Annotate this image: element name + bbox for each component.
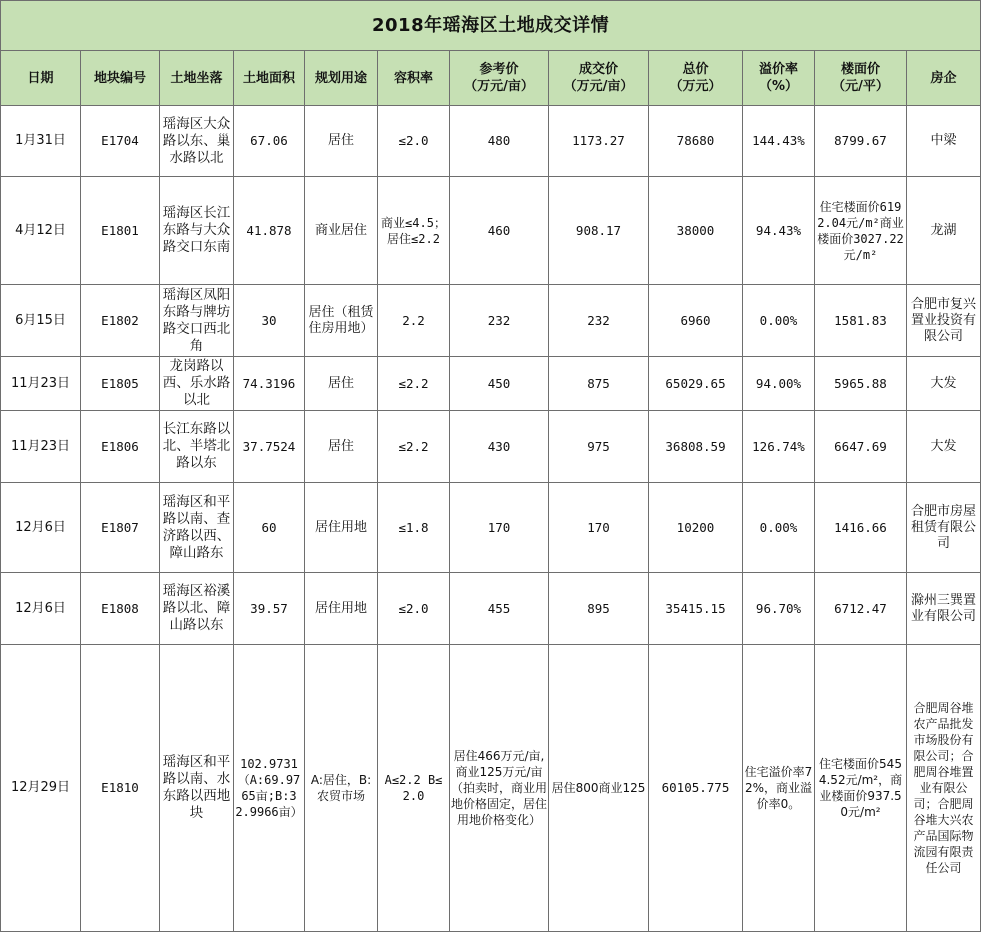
header-developer: 房企 <box>907 51 981 106</box>
cell-usage: 居住用地 <box>305 573 378 645</box>
cell-premium: 住宅溢价率72%，商业溢价率0。 <box>743 645 815 932</box>
cell-far: ≤2.0 <box>378 106 450 177</box>
cell-premium: 94.43% <box>743 177 815 285</box>
header-deal-price-line1: 成交价 <box>578 62 618 77</box>
cell-date: 4月12日 <box>1 177 81 285</box>
cell-location: 瑶海区裕溪路以北、障山路以东 <box>160 573 234 645</box>
cell-deal-price: 875 <box>549 357 649 411</box>
cell-premium: 0.00% <box>743 483 815 573</box>
header-floor-price-line1: 楼面价 <box>840 62 880 77</box>
cell-deal-price: 1173.27 <box>549 106 649 177</box>
cell-premium: 96.70% <box>743 573 815 645</box>
table-title: 2018年瑶海区土地成交详情 <box>1 1 981 51</box>
header-ref-price-line1: 参考价 <box>479 62 519 77</box>
cell-total: 6960 <box>649 285 743 357</box>
cell-floor-price: 6647.69 <box>815 411 907 483</box>
cell-usage: 居住 <box>305 106 378 177</box>
table-row <box>1 285 981 357</box>
cell-total: 38000 <box>649 177 743 285</box>
cell-area: 74.3196 <box>234 357 305 411</box>
cell-date: 6月15日 <box>1 285 81 357</box>
table-row <box>1 357 981 411</box>
cell-area: 41.878 <box>234 177 305 285</box>
cell-code: E1704 <box>81 106 160 177</box>
cell-ref-price: 170 <box>450 483 549 573</box>
header-total-line1: 总价 <box>682 62 709 77</box>
cell-far: A≤2.2 B≤2.0 <box>378 645 450 932</box>
table-row <box>1 573 981 645</box>
cell-deal-price: 232 <box>549 285 649 357</box>
cell-premium: 126.74% <box>743 411 815 483</box>
cell-developer: 大发 <box>907 357 981 411</box>
header-deal-price-line2: （万元/亩） <box>563 79 634 94</box>
header-usage: 规划用途 <box>305 51 378 106</box>
cell-usage: 居住（租赁住房用地） <box>305 285 378 357</box>
cell-developer: 合肥市复兴置业投资有限公司 <box>907 285 981 357</box>
cell-area: 39.57 <box>234 573 305 645</box>
cell-floor-price: 住宅楼面价6192.04元/m²商业楼面价3027.22元/m² <box>815 177 907 285</box>
cell-date: 12月6日 <box>1 573 81 645</box>
header-row <box>1 51 981 106</box>
cell-location: 龙岗路以西、乐水路以北 <box>160 357 234 411</box>
cell-far: ≤1.8 <box>378 483 450 573</box>
cell-usage: 居住 <box>305 357 378 411</box>
cell-premium: 94.00% <box>743 357 815 411</box>
cell-developer: 中梁 <box>907 106 981 177</box>
cell-deal-price: 居住800商业125 <box>549 645 649 932</box>
cell-developer: 大发 <box>907 411 981 483</box>
cell-premium: 0.00% <box>743 285 815 357</box>
header-premium <box>743 51 815 106</box>
cell-date: 12月29日 <box>1 645 81 932</box>
cell-total: 35415.15 <box>649 573 743 645</box>
cell-ref-price: 450 <box>450 357 549 411</box>
cell-deal-price: 170 <box>549 483 649 573</box>
cell-date: 11月23日 <box>1 357 81 411</box>
cell-area: 30 <box>234 285 305 357</box>
header-total <box>649 51 743 106</box>
cell-total: 10200 <box>649 483 743 573</box>
cell-far: 商业≤4.5；居住≤2.2 <box>378 177 450 285</box>
table-row <box>1 483 981 573</box>
cell-location: 瑶海区长江东路与大众路交口东南 <box>160 177 234 285</box>
cell-code: E1806 <box>81 411 160 483</box>
table-row <box>1 106 981 177</box>
table-row <box>1 645 981 932</box>
cell-ref-price: 居住466万元/亩,商业125万元/亩（拍卖时，商业用地价格固定，居住用地价格变化） <box>450 645 549 932</box>
cell-ref-price: 232 <box>450 285 549 357</box>
cell-date: 1月31日 <box>1 106 81 177</box>
cell-code: E1801 <box>81 177 160 285</box>
cell-location: 长江东路以北、半塔北路以东 <box>160 411 234 483</box>
cell-code: E1810 <box>81 645 160 932</box>
header-floor-price <box>815 51 907 106</box>
cell-location: 瑶海区和平路以南、水东路以西地块 <box>160 645 234 932</box>
header-ref-price-line2: （万元/亩） <box>464 79 534 94</box>
cell-total: 65029.65 <box>649 357 743 411</box>
cell-floor-price: 8799.67 <box>815 106 907 177</box>
cell-location: 瑶海区和平路以南、查济路以西、障山路东 <box>160 483 234 573</box>
cell-far: ≤2.2 <box>378 357 450 411</box>
cell-developer: 龙湖 <box>907 177 981 285</box>
header-area: 土地面积 <box>234 51 305 106</box>
cell-floor-price: 6712.47 <box>815 573 907 645</box>
cell-developer: 合肥市房屋租赁有限公司 <box>907 483 981 573</box>
header-total-line2: （万元） <box>669 79 722 94</box>
cell-usage: A:居住，B:农贸市场 <box>305 645 378 932</box>
cell-total: 60105.775 <box>649 645 743 932</box>
cell-floor-price: 1581.83 <box>815 285 907 357</box>
cell-far: 2.2 <box>378 285 450 357</box>
cell-location: 瑶海区大众路以东、巢水路以北 <box>160 106 234 177</box>
cell-area: 60 <box>234 483 305 573</box>
cell-usage: 居住 <box>305 411 378 483</box>
cell-code: E1805 <box>81 357 160 411</box>
cell-area: 102.9731（A:69.9765亩;B:32.9966亩） <box>234 645 305 932</box>
header-location: 土地坐落 <box>160 51 234 106</box>
cell-floor-price: 1416.66 <box>815 483 907 573</box>
header-far: 容积率 <box>378 51 450 106</box>
header-premium-line2: （%） <box>758 79 799 94</box>
cell-ref-price: 480 <box>450 106 549 177</box>
cell-ref-price: 460 <box>450 177 549 285</box>
table-row <box>1 177 981 285</box>
header-premium-line1: 溢价率 <box>758 62 798 77</box>
cell-area: 67.06 <box>234 106 305 177</box>
header-date: 日期 <box>1 51 81 106</box>
cell-ref-price: 430 <box>450 411 549 483</box>
header-code: 地块编号 <box>81 51 160 106</box>
cell-far: ≤2.0 <box>378 573 450 645</box>
cell-floor-price: 5965.88 <box>815 357 907 411</box>
cell-total: 36808.59 <box>649 411 743 483</box>
cell-code: E1808 <box>81 573 160 645</box>
header-ref-price <box>450 51 549 106</box>
header-deal-price <box>549 51 649 106</box>
cell-date: 12月6日 <box>1 483 81 573</box>
cell-developer: 合肥周谷堆农产品批发市场股份有限公司；合肥周谷堆置业有限公司；合肥周谷堆大兴农产品国际物流园有限责任公司 <box>907 645 981 932</box>
cell-developer: 滁州三巽置业有限公司 <box>907 573 981 645</box>
cell-code: E1807 <box>81 483 160 573</box>
cell-far: ≤2.2 <box>378 411 450 483</box>
cell-code: E1802 <box>81 285 160 357</box>
cell-premium: 144.43% <box>743 106 815 177</box>
cell-usage: 商业居住 <box>305 177 378 285</box>
cell-date: 11月23日 <box>1 411 81 483</box>
cell-area: 37.7524 <box>234 411 305 483</box>
cell-total: 78680 <box>649 106 743 177</box>
cell-location: 瑶海区凤阳东路与牌坊路交口西北角 <box>160 285 234 357</box>
table-row <box>1 411 981 483</box>
header-floor-price-line2: （元/平） <box>832 79 889 94</box>
cell-floor-price: 住宅楼面价5454.52元/m²，商业楼面价937.50元/m² <box>815 645 907 932</box>
cell-deal-price: 908.17 <box>549 177 649 285</box>
cell-usage: 居住用地 <box>305 483 378 573</box>
cell-ref-price: 455 <box>450 573 549 645</box>
cell-deal-price: 975 <box>549 411 649 483</box>
cell-deal-price: 895 <box>549 573 649 645</box>
